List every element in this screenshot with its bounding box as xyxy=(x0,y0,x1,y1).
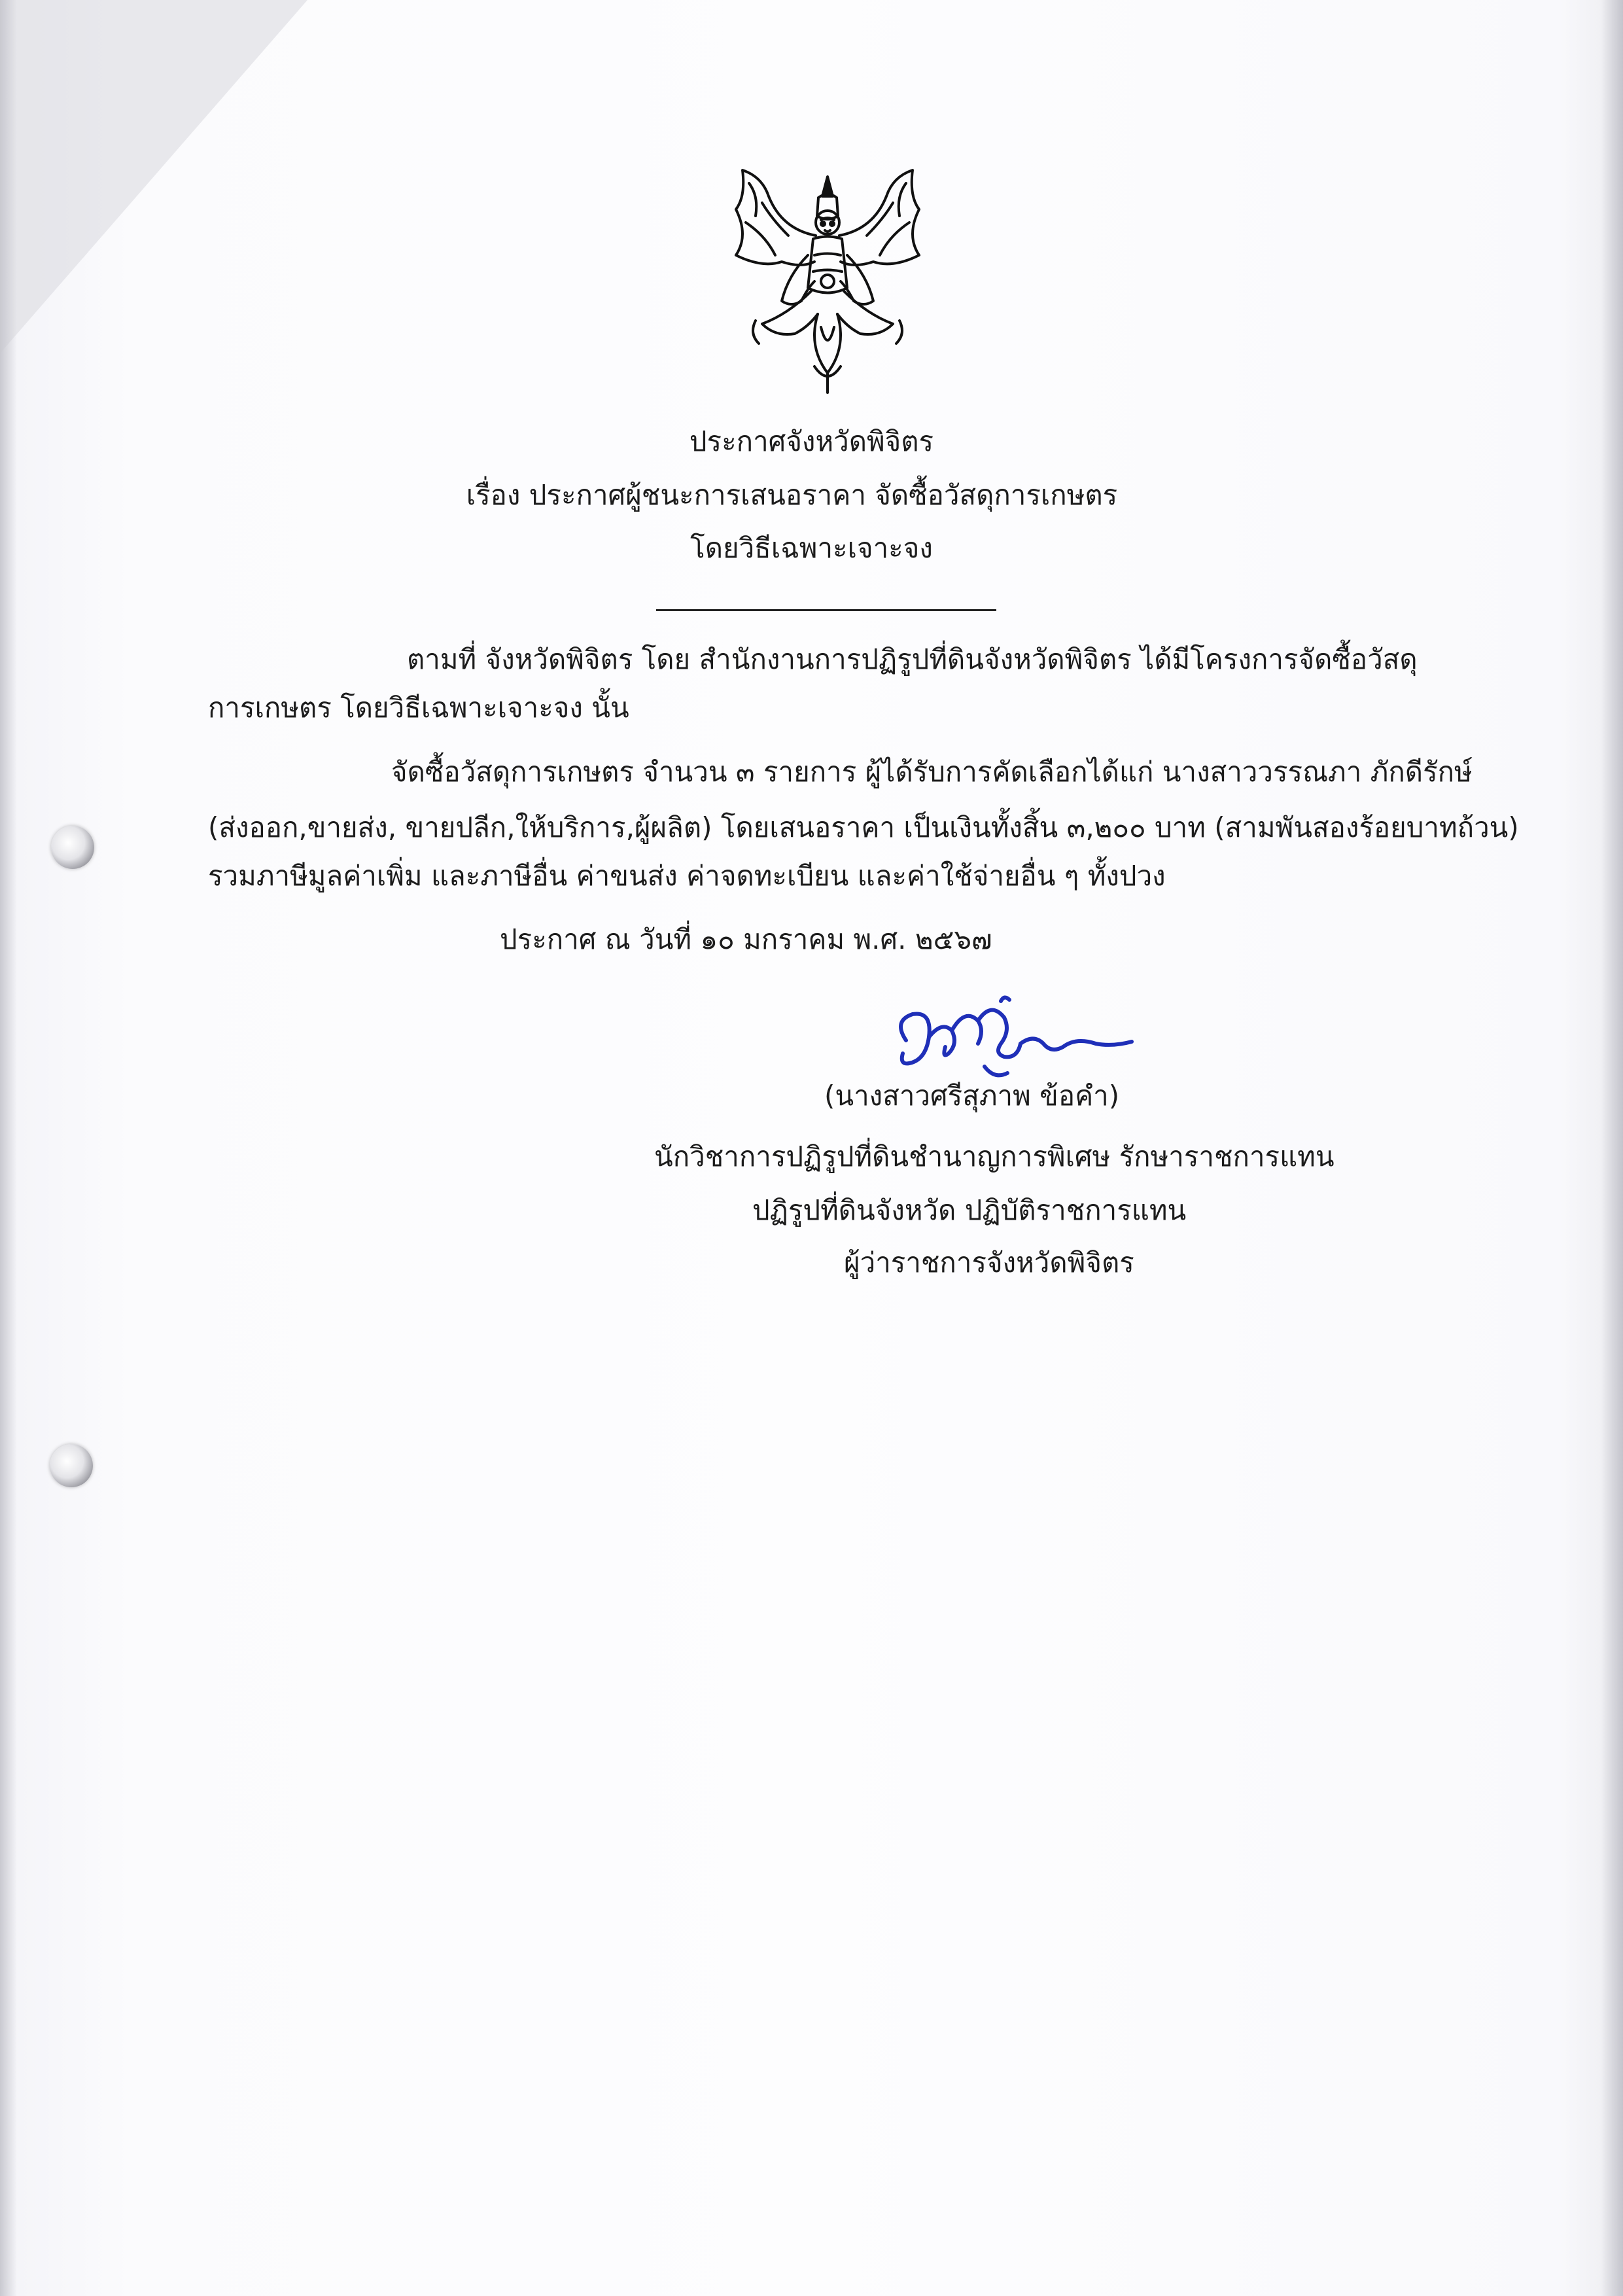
paragraph-2-line-1: จัดซื้อวัสดุการเกษตร จำนวน ๓ รายการ ผู้ได้รับการคัดเลือกได้แก่ นางสาววรรณภา ภักดีรักษ์ xyxy=(391,756,1473,788)
signatory-position-line-3: ผู้ว่าราชการจังหวัดพิจิตร xyxy=(844,1246,1134,1279)
announcement-subject: เรื่อง ประกาศผู้ชนะการเสนอราคา จัดซื้อวัสดุการเกษตร xyxy=(466,479,1118,511)
paragraph-2-line-3: รวมภาษีมูลค่าเพิ่ม และภาษีอื่น ค่าขนส่ง ค่าจดทะเบียน และค่าใช้จ่ายอื่น ๆ ทั้งปวง xyxy=(208,860,1166,892)
punch-hole-bottom xyxy=(50,1444,93,1487)
procurement-method: โดยวิธีเฉพาะเจาะจง xyxy=(690,532,933,564)
heading-divider xyxy=(656,609,996,611)
signatory-position-line-1: นักวิชาการปฏิรูปที่ดินชำนาญการพิเศษ รักษาราชการแทน xyxy=(654,1140,1335,1173)
announcement-date: ประกาศ ณ วันที่ ๑๐ มกราคม พ.ศ. ๒๕๖๗ xyxy=(500,923,992,955)
signatory-position-line-2: ปฏิรูปที่ดินจังหวัด ปฏิบัติราชการแทน xyxy=(752,1194,1187,1226)
left-edge-shadow xyxy=(0,0,17,2296)
paragraph-2-line-2: (ส่งออก,ขายส่ง, ขายปลีก,ให้บริการ,ผู้ผลิต) โดยเสนอราคา เป็นเงินทั้งสิ้น ๓,๒๐๐ บาท (สามพันสองร้อยบาทถ้วน) xyxy=(208,811,1519,843)
right-edge-shadow xyxy=(1601,0,1623,2296)
folded-corner-shadow xyxy=(0,0,307,353)
paragraph-1-line-1: ตามที่ จังหวัดพิจิตร โดย สำนักงานการปฏิรูปที่ดินจังหวัดพิจิตร ได้มีโครงการจัดซื้อวัสดุ xyxy=(407,643,1418,675)
punch-hole-top xyxy=(51,826,94,869)
announcement-title: ประกาศจังหวัดพิจิตร xyxy=(689,425,934,457)
garuda-emblem-icon xyxy=(710,157,945,419)
signatory-name: (นางสาวศรีสุภาพ ข้อคำ) xyxy=(824,1080,1120,1112)
paragraph-1-line-2: การเกษตร โดยวิธีเฉพาะเจาะจง นั้น xyxy=(208,692,629,724)
